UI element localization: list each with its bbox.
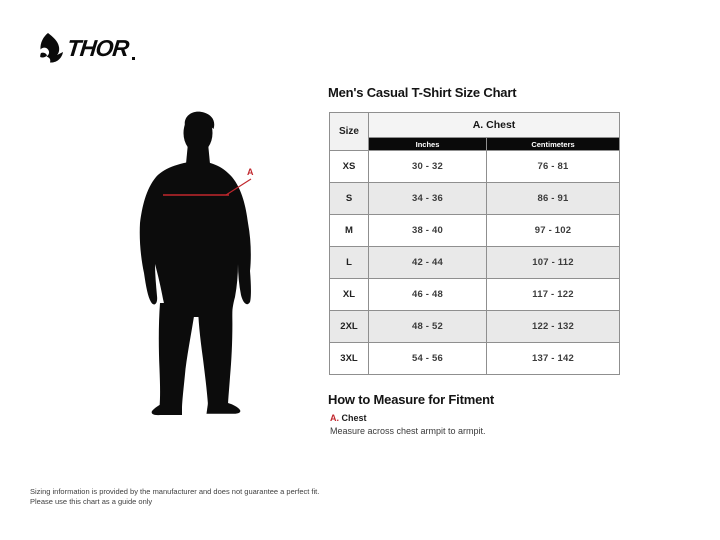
size-column-header: Size — [330, 113, 369, 151]
table-row-m — [330, 215, 620, 247]
silhouette-left-leg — [159, 303, 196, 407]
measure-item-description: Measure across chest armpit to armpit. — [330, 426, 486, 436]
silhouette-left-foot — [152, 405, 182, 415]
size-label: L — [330, 247, 369, 279]
table-row-s — [330, 183, 620, 215]
size-label: 2XL — [330, 311, 369, 343]
table-row-3xl — [330, 343, 620, 375]
measure-item-key: A. — [330, 413, 339, 423]
size-chart-table — [329, 112, 620, 375]
table-row-xl — [330, 279, 620, 311]
disclaimer-text — [30, 487, 319, 507]
centimeters-value: 137 - 142 — [487, 343, 620, 375]
table-row-xs — [330, 151, 620, 183]
centimeters-value: 86 - 91 — [487, 183, 620, 215]
size-label: XS — [330, 151, 369, 183]
table-row-2xl — [330, 311, 620, 343]
centimeters-value: 107 - 112 — [487, 247, 620, 279]
measure-item-chest — [330, 413, 367, 423]
inches-value: 42 - 44 — [369, 247, 487, 279]
centimeters-value: 76 - 81 — [487, 151, 620, 183]
chest-annotation-label: A — [247, 167, 254, 177]
inches-value: 54 - 56 — [369, 343, 487, 375]
page-title: Men's Casual T-Shirt Size Chart — [328, 85, 517, 100]
disclaimer-line-1: Sizing information is provided by the manufacturer and does not guarantee a perfect fit. — [30, 487, 320, 496]
centimeters-value: 122 - 132 — [487, 311, 620, 343]
disclaimer-line-2: Please use this chart as a guide only — [30, 497, 153, 506]
silhouette-right-foot — [207, 403, 241, 414]
inches-value: 34 - 36 — [369, 183, 487, 215]
silhouette-right-leg — [198, 303, 232, 405]
inches-unit-header: Inches — [369, 138, 487, 151]
brand-logo — [38, 33, 135, 63]
measure-item-label: Chest — [341, 413, 367, 423]
centimeters-unit-header: Centimeters — [487, 138, 620, 151]
chest-group-header: A. Chest — [369, 113, 620, 138]
centimeters-value: 117 - 122 — [487, 279, 620, 311]
size-label: M — [330, 215, 369, 247]
inches-value: 48 - 52 — [369, 311, 487, 343]
brand-wordmark: THOR — [65, 34, 130, 61]
measure-section-heading: How to Measure for Fitment — [328, 392, 494, 407]
chest-measure-lines — [160, 168, 260, 200]
inches-value: 38 - 40 — [369, 215, 487, 247]
unit-header-row — [330, 138, 620, 151]
inches-value: 46 - 48 — [369, 279, 487, 311]
thor-ram-icon — [38, 33, 63, 63]
inches-value: 30 - 32 — [369, 151, 487, 183]
table-row-l — [330, 247, 620, 279]
size-label: S — [330, 183, 369, 215]
size-label: XL — [330, 279, 369, 311]
logo-trademark-dot — [132, 57, 135, 60]
centimeters-value: 97 - 102 — [487, 215, 620, 247]
table-header-row — [330, 113, 620, 138]
male-silhouette-figure — [138, 111, 252, 421]
size-label: 3XL — [330, 343, 369, 375]
